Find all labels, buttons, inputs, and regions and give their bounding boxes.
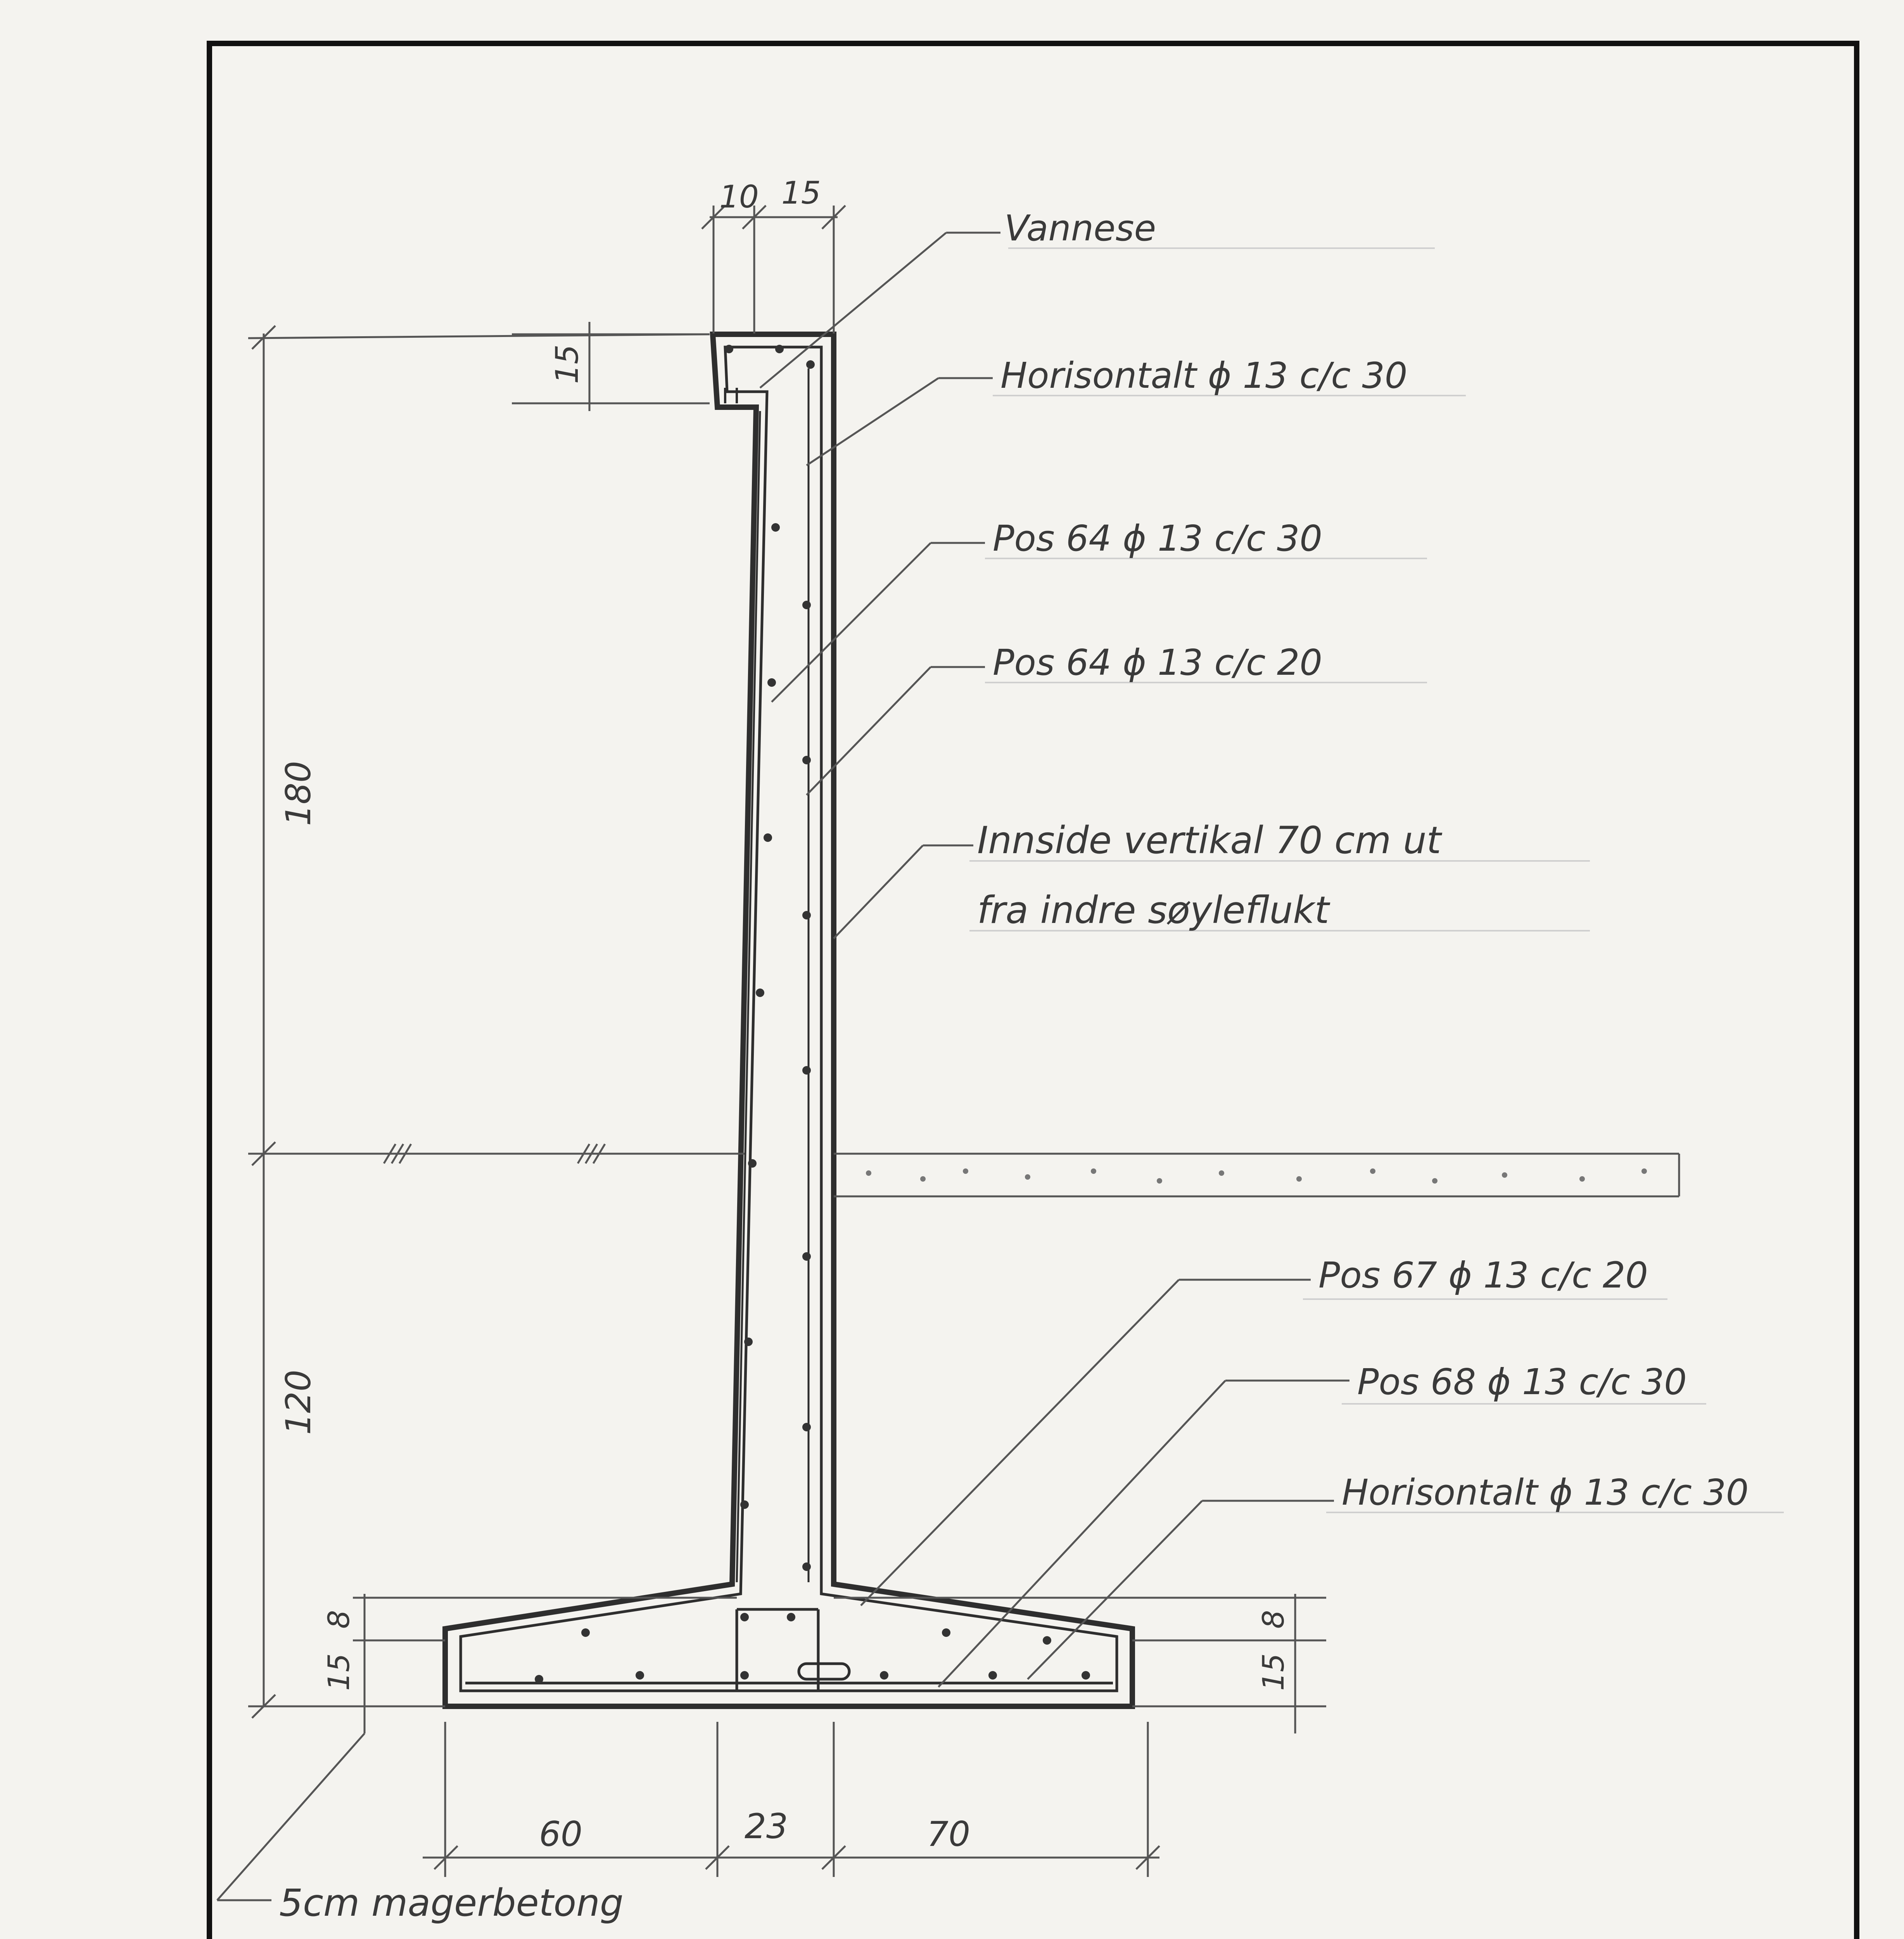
dim-top-10: 10 [719, 179, 759, 215]
label-pos68: Pos 68 ϕ 13 c/c 30 [1357, 1361, 1687, 1403]
label-horisontalt-top: Horisontalt ϕ 13 c/c 30 [1000, 355, 1408, 396]
dim-right-15: 15 [1256, 1653, 1291, 1691]
label-vannese: Vannese [1004, 207, 1156, 249]
dim-top-15: 15 [781, 175, 821, 211]
dim-height-180: 180 [278, 761, 318, 826]
label-innside-2: fra indre søyleflukt [977, 888, 1329, 932]
leader-lines [217, 233, 1349, 1900]
label-magerbetong: 5cm magerbetong [279, 1881, 624, 1925]
dim-base-70: 70 [927, 1814, 970, 1854]
dim-left-8: 8 [321, 1610, 356, 1629]
dim-height-120: 120 [278, 1370, 318, 1435]
label-pos64-20: Pos 64 ϕ 13 c/c 20 [993, 642, 1322, 683]
ground-fill [834, 1154, 1679, 1196]
bar-hook [799, 1664, 849, 1679]
label-innside-1: Innside vertikal 70 cm ut [977, 819, 1441, 862]
dim-left-15: 15 [321, 1653, 356, 1691]
drawing-border [209, 43, 1857, 1939]
dim-right-8: 8 [1256, 1610, 1291, 1629]
label-pos67: Pos 67 ϕ 13 c/c 20 [1318, 1255, 1648, 1296]
label-pos64-30: Pos 64 ϕ 13 c/c 30 [993, 518, 1322, 559]
dim-base-60: 60 [539, 1814, 582, 1854]
label-horisontalt-bottom: Horisontalt ϕ 13 c/c 30 [1342, 1472, 1749, 1513]
dimension-lines [248, 206, 1326, 1877]
lettering-guides [969, 248, 1807, 1939]
dim-cap-15: 15 [549, 344, 585, 384]
dim-base-23: 23 [745, 1806, 788, 1846]
